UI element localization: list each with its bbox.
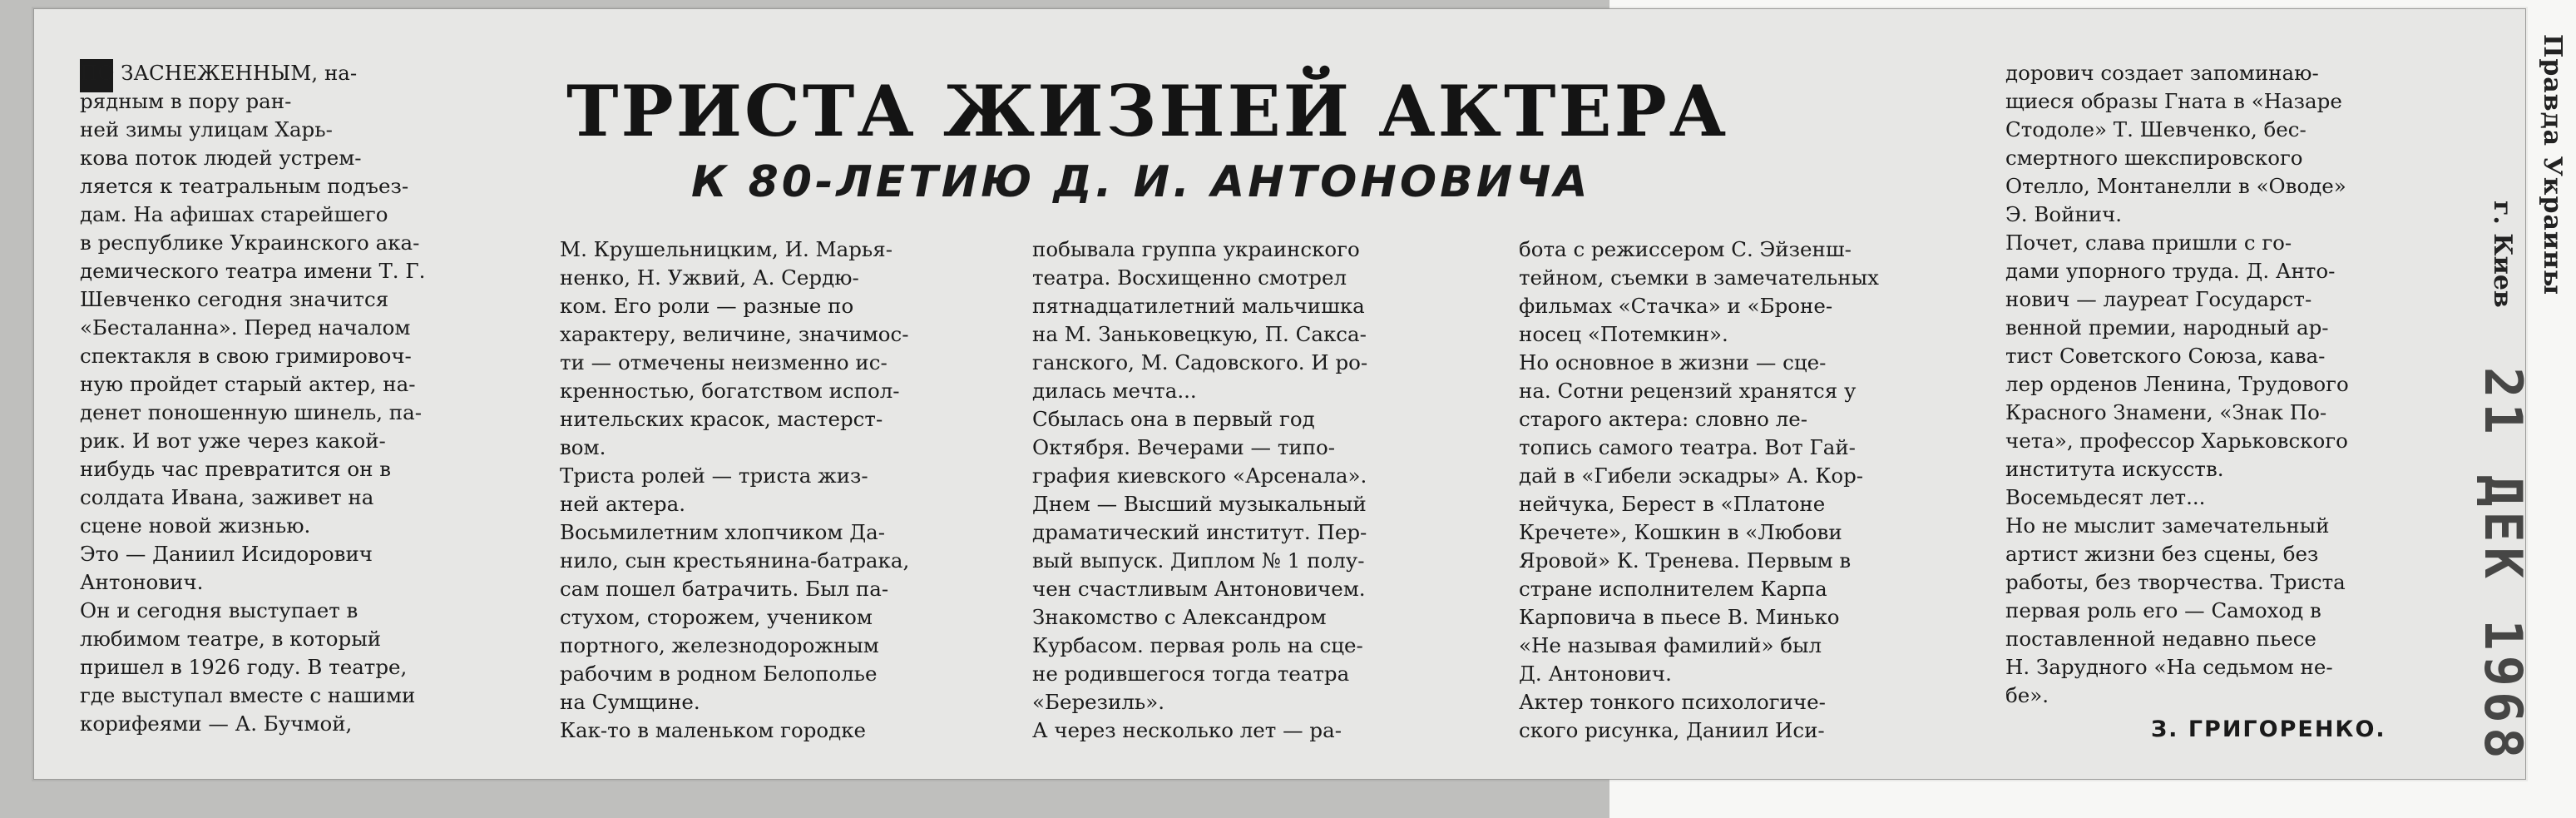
article-byline: З. ГРИГОРЕНКО. (2151, 716, 2386, 742)
article-column-1: ПО ЗАСНЕЖЕННЫМ, на- рядным в пору ран- ней зимы улицам Харь- кова поток людей устрем- ляется к театральным подъез- дам. На афишах старейшего в республике Украинского ака- демического театра имени Т. Г. Шевченко сегодня значится «Бесталанна». Перед началом спектакля в свою гримировоч- ную пройдет старый актер, на- денет поношенную шинель, па- рик. И вот уже через какой- нибудь час превратится он в солдата Ивана, заживет на сцене новой жизнью. Это — Даниил Исидорович Антонович. Он и сегодня выступает в любимом театре, в который пришел в 1926 году. В театре, где выступал вместе с нашими корифеями — А. Бучмой, (80, 61, 426, 736)
article-column-3: побывала группа украинского театра. Восхищенно смотрел пятнадцатилетний мальчишка на М. Заньковецкую, П. Саксa- ганского, М. Садовского. И ро- дилась мечта... Сбылась она в первый год Октября. Вечерами — типо- графия киевского «Арсенала». Днем — Высший музыкальный драматический институт. Пер- вый выпуск. Диплом № 1 полу- чен счастливым Антоновичем. Знакомство с Александром Курбасом. первая роль на сце- не родившегося тогда театра «Березиль». А через несколько лет — ра- (1032, 237, 1368, 742)
article-column-2: М. Крушельницким, И. Марья- ненко, Н. Ужвий, А. Сердю- ком. Его роли — разные по характеру, величине, значимос- ти — отмечены неизменно ис- кренностью, богатством испол- нительских красок, мастерст- вом. Триста ролей — триста жиз- ней актера. Восьмилетним хлопчиком Да- нило, сын крестьянина-батрака, сам пошел батрачить. Был па- стухом, сторожем, учеником портного, железнодорожным рабочим в родном Белополье на Сумщине. Как-то в маленьком городке (560, 237, 910, 742)
newspaper-name-stamp: Правда Украины (2538, 34, 2567, 296)
newspaper-clipping (33, 8, 2567, 780)
article-column-5: дорович создает запоминаю- щиеся образы Гната в «Назаре Стодоле» Т. Шевченко, бес- смертного шекспировского Отелло, Монтанелли в «Оводе» Э. Войнич. Почет, слава пришли с го- дами упорного труда. Д. Анто- нович — лауреат Государст- венной премии, народный ар- тист Советского Союза, кава- лер орденов Ленина, Трудового Красного Знамени, «Знак По- чета», профессор Харьковского института искусств. Восемьдесят лет... Но не мыслит замечательный артист жизни без сцены, без работы, без творчества. Триста первая роль его — Самоход в поставленной недавно пьесе Н. Зарудного «На седьмом не- бе». (2005, 61, 2349, 707)
article-headline: ТРИСТА ЖИЗНЕЙ АКТЕРА (566, 70, 1729, 152)
article-subheadline: К 80-ЛЕТИЮ Д. И. АНТОНОВИЧА (691, 157, 1591, 207)
city-stamp: г. Киев (2488, 201, 2517, 308)
article-column-4: бота с режиссером С. Эйзенш- тейном, съемки в замечательных фильмах «Стачка» и «Броне- носец «Потемкин». Но основное в жизни — сце- на. Сотни рецензий хранятся у старого актера: словно ле- топись самого театра. Вот Гай- дай в «Гибели эскадры» А. Кор- нейчука, Берест в «Платоне Кречете», Кошкин в «Любови Яровой» К. Тренева. Первым в стране исполнителем Карпа Карповича в пьесе В. Минько «Не называя фамилий» был Д. Антонович. Актер тонкого психологиче- ского рисунка, Даниил Иси- (1519, 237, 1879, 742)
date-stamp: 21 ДЕК 1968 (2473, 367, 2534, 764)
